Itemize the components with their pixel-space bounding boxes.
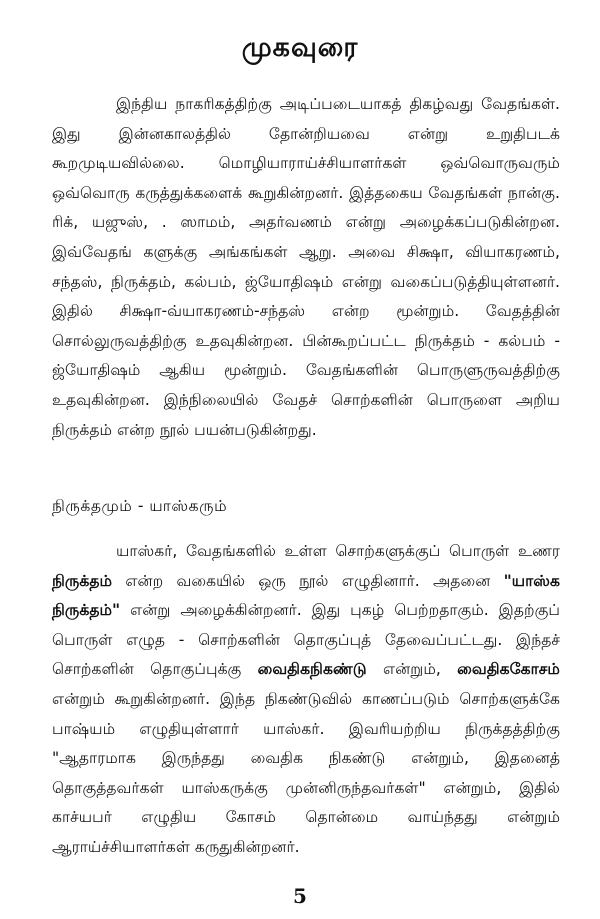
bold-term-nirukta: நிருக்தம் [52,571,113,590]
paragraph-2-text-1: யாஸ்கர், வேதங்களில் உள்ள சொற்களுக்குப் பொருள் உணர [116,542,560,560]
paragraph-2-text-5: என்றும் கூறுகின்றனர். இந்த நிகண்டுவில் காணப்படும் சொற்களுக்கே பாஷ்யம் எழுதியுள்ளார் யாஸ்கர். இவரியற்றிய நிருக்தத்திற்கு "ஆதாரமாக இருந்தது வைதிக நிகண்டு என்றும், இதனைத் தொகுத்தவர்கள் யாஸ்கருக்கு முன்னிருந்தவர்கள்" என்றும், இதில் காச்யபர் எழுதிய கோசம் தொன்மை வாய்ந்தது என்றும் ஆராய்ச்சியாளர்கள் கருதுகின்றனர். [52,689,560,856]
paragraph-1-text: இந்திய நாகரிகத்திற்கு அடிப்படையாகத் திகழ்வது வேதங்கள். இது இன்னகாலத்தில் தோன்றியவை என்று உறுதிபடக் கூறமுடியவில்லை. மொழியாராய்ச்சியாளர்கள் ஒவ்வொருவரும் ஒவ்வொரு கருத்துக்களைக் கூறுகின்றனர். இத்தகைய வேதங்கள் நான்கு. ரிக், யஜுஸ், . ஸாமம், அதர்வணம் என்று அழைக்கப்படுகின்றன. இவ்வேதங் களுக்கு அங்கங்கள் ஆறு. அவை சிக்ஷா, வியாகரணம், சந்தஸ், நிருக்தம், கல்பம், ஜ்யோதிஷம் என்று வகைப்படுத்தியுள்ளனர். இதில் சிக்ஷா-வ்யாகரணம்-சந்தஸ் என்ற மூன்றும். வேதத்தின் சொல்லுருவத்திற்கு உதவுகின்றன. பின்கூறப்பட்ட நிருக்தம் - கல்பம் - ஜ்யோதிஷம் ஆகிய மூன்றும். வேதங்களின் பொருளுருவத்திற்கு உதவுகின்றன. இந்நிலையில் வேதச் சொற்களின் பொருளை அறிய நிருக்தம் என்ற நூல் பயன்படுகின்றது. [52,95,560,439]
paragraph-2-text-2: என்ற வகையில் ஒரு நூல் எழுதினார். அதனை [125,571,491,590]
page-number: 5 [293,884,307,908]
page-title: முகவுரை [241,32,359,63]
bold-term-yaska-nirukta: "யாஸ்க நிருக்தம்" [52,571,560,620]
bold-term-vaidika-kosam: வைதிககோசம் [457,660,560,679]
paragraph-2-text-4: என்றும், [383,660,441,679]
section-heading: நிருக்தமும் - யாஸ்கரும் [52,497,228,515]
paragraph-2-text-3: என்று அழைக்கின்றனர். இது புகழ் பெற்றதாகும். இதற்குப் பொருள் எழுத - சொற்களின் தொகுப்புத் தேவைப்பட்டது. இந்தச் சொற்களின் தொகுப்புக்கு [52,601,560,679]
preface-paragraph-2 [52,537,560,863]
bold-term-vaidika-nighantu: வைதிகநிகண்டு [257,660,367,679]
preface-paragraph-1 [52,90,560,445]
